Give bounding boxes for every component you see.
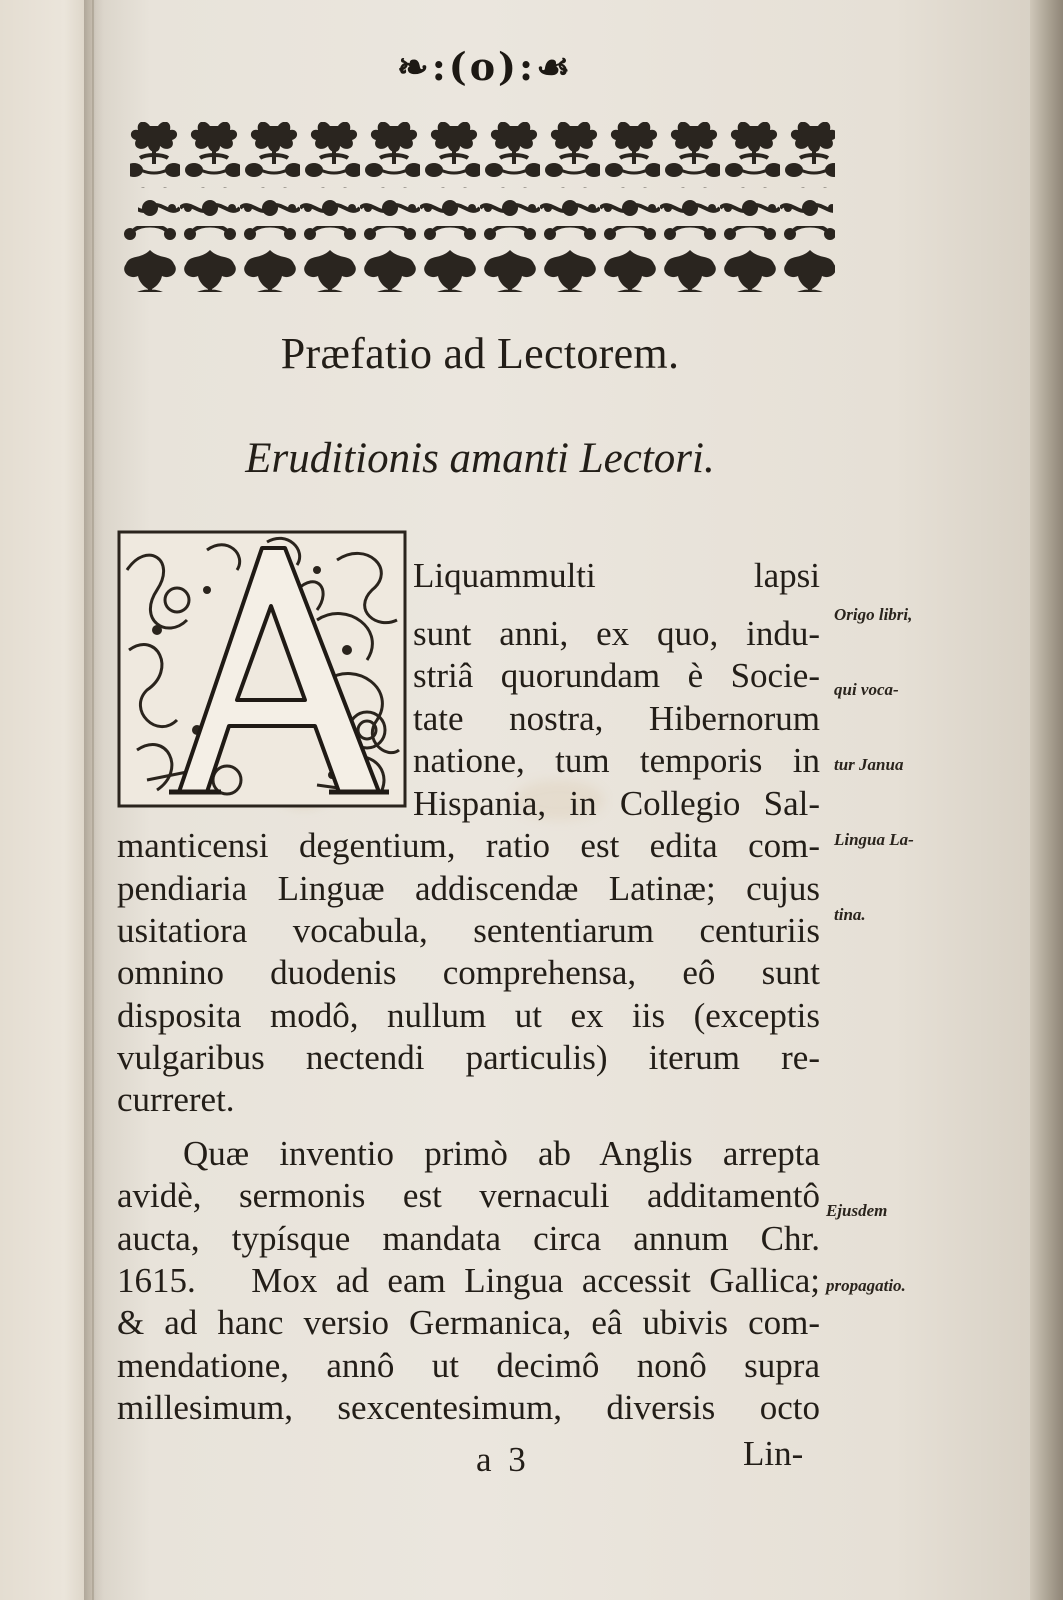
- ornamental-headband: [120, 118, 840, 300]
- text-line: omnino duodenis comprehensa, eô sunt: [117, 953, 820, 992]
- text-line: Quæ inventio primò ab Anglis arrepta: [183, 1134, 820, 1173]
- folio-mark: (o): [448, 44, 520, 89]
- note-line: propagatio.: [826, 1276, 906, 1295]
- woodcut-initial: [117, 530, 407, 808]
- note-line: tina.: [834, 905, 866, 924]
- text-line: Liquammulti lapsi: [413, 556, 820, 595]
- text-line: Hispania, in Collegio Sal-: [413, 784, 820, 823]
- text-line: 1615. Mox ad eam Lingua accessit Gallica;: [117, 1261, 820, 1300]
- text-line: disposita modô, nullum ut ex iis (exceptis: [117, 996, 820, 1035]
- page-title: Præfatio ad Lectorem.: [280, 329, 680, 378]
- text-line: mendatione, annô ut decimô nonô supra: [117, 1346, 820, 1385]
- page-subtitle: Eruditionis amanti Lectori.: [245, 435, 715, 482]
- text-line: & ad hanc versio Germanica, eâ ubivis com-: [117, 1303, 820, 1342]
- margin-note-propagation: [826, 1148, 906, 1348]
- note-line: qui voca-: [834, 680, 899, 699]
- text-line: curreret.: [117, 1080, 235, 1119]
- catchword: Lin-: [743, 1434, 804, 1473]
- note-line: Lingua La-: [834, 830, 914, 849]
- note-line: Ejusdem: [826, 1201, 888, 1220]
- text-line: striâ quorundam è Socie-: [413, 656, 820, 695]
- note-line: Origo libri,: [834, 605, 913, 624]
- text-line: natione, tum temporis in: [413, 741, 820, 780]
- fleuron-right: :☙: [519, 44, 574, 89]
- facing-page: [0, 0, 92, 1600]
- text-line: tate nostra, Hibernorum: [413, 699, 820, 738]
- text-line: millesimum, sexcentesimum, diversis octo: [117, 1388, 820, 1427]
- text-line: aucta, typísque mandata circa annum Chr.: [117, 1219, 820, 1258]
- gutter-shadow: [84, 0, 104, 1600]
- note-line: tur Janua: [834, 755, 904, 774]
- page-edges: [1030, 0, 1063, 1600]
- text-line: pendiaria Linguæ addiscendæ Latinæ; cujus: [117, 869, 820, 908]
- signature-mark: a 3: [476, 1440, 530, 1479]
- margin-note-origin: [834, 552, 914, 977]
- page-folio: [370, 44, 600, 89]
- text-line: vulgaribus nectendi particulis) iterum re-: [117, 1038, 820, 1077]
- text-line: manticensi degentium, ratio est edita com-: [117, 826, 820, 865]
- text-line: avidè, sermonis est vernaculi additamentô: [117, 1176, 820, 1215]
- text-line: sunt anni, ex quo, indu-: [413, 614, 820, 653]
- initial-letter-text: A: [117, 530, 118, 531]
- text-line: usitatiora vocabula, sententiarum centuriis: [117, 911, 820, 950]
- fleuron-left: ❧:: [396, 44, 449, 89]
